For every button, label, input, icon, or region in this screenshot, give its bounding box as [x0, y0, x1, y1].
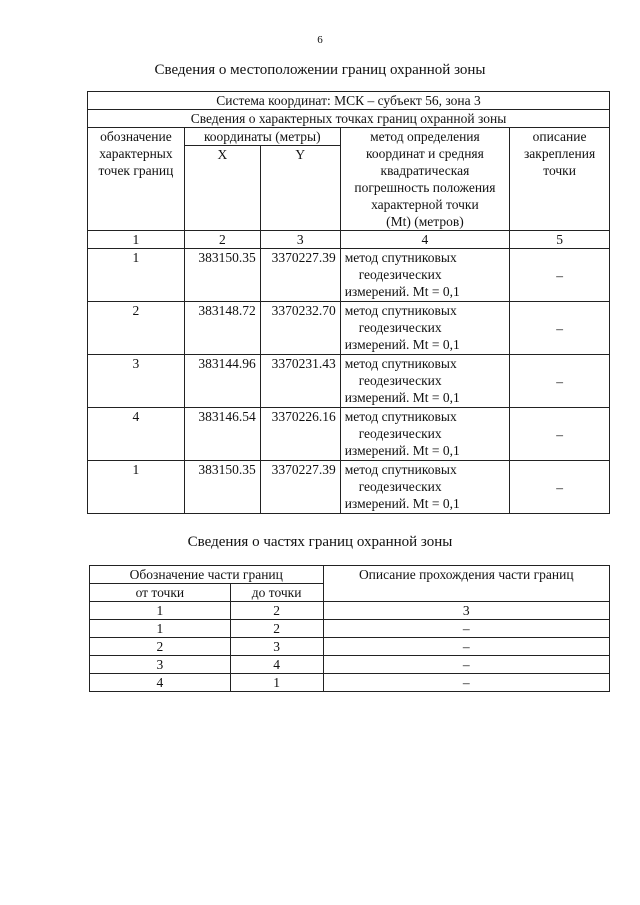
header-method: метод определения координат и средняя квадратическая погрешность положения характерной точки (Mt) (метров): [340, 128, 509, 231]
method-cell: метод спутниковых геодезических измерений. Mt = 0,1: [340, 408, 509, 461]
point-id: 2: [88, 302, 185, 355]
y-coordinate: 3370232.70: [260, 302, 340, 355]
header-to-point: до точки: [230, 584, 323, 602]
passage-description: –: [323, 656, 609, 674]
y-coordinate: 3370226.16: [260, 408, 340, 461]
to-point: 3: [230, 638, 323, 656]
fixation-description: –: [510, 302, 610, 355]
from-point: 2: [90, 638, 231, 656]
method-cell: метод спутниковых геодезических измерений. Mt = 0,1: [340, 249, 509, 302]
to-point: 1: [230, 674, 323, 692]
table-row: [90, 638, 610, 656]
column-number: 3: [323, 602, 609, 620]
method-cell: метод спутниковых геодезических измерений. Mt = 0,1: [340, 302, 509, 355]
x-coordinate: 383146.54: [184, 408, 260, 461]
point-id: 1: [88, 461, 185, 514]
column-number: 2: [230, 602, 323, 620]
to-point: 4: [230, 656, 323, 674]
coord-system-cell: Система координат: МСК – субъект 56, зона 3: [88, 92, 610, 110]
table-row: [90, 620, 610, 638]
table-row: [88, 355, 610, 408]
page-number: 6: [317, 34, 323, 46]
boundary-points-table: [87, 91, 610, 514]
boundary-parts-table: [89, 565, 610, 692]
header-description: описание закрепления точки: [510, 128, 610, 231]
table-row: [88, 249, 610, 302]
section2-title: Сведения о частях границ охранной зоны: [187, 534, 453, 550]
column-number: 5: [510, 231, 610, 249]
passage-description: –: [323, 638, 609, 656]
x-coordinate: 383148.72: [184, 302, 260, 355]
y-coordinate: 3370227.39: [260, 249, 340, 302]
y-coordinate: 3370231.43: [260, 355, 340, 408]
table-row: [88, 461, 610, 514]
from-point: 4: [90, 674, 231, 692]
table-row: [90, 656, 610, 674]
fixation-description: –: [510, 408, 610, 461]
passage-description: –: [323, 674, 609, 692]
method-cell: метод спутниковых геодезических измерений. Mt = 0,1: [340, 355, 509, 408]
column-number: 3: [260, 231, 340, 249]
y-coordinate: 3370227.39: [260, 461, 340, 514]
section1-title: Сведения о местоположении границ охранной зоны: [154, 62, 486, 78]
fixation-description: –: [510, 355, 610, 408]
method-cell: метод спутниковых геодезических измерений. Mt = 0,1: [340, 461, 509, 514]
table-row: [88, 302, 610, 355]
table-row: [90, 674, 610, 692]
x-coordinate: 383150.35: [184, 249, 260, 302]
from-point: 1: [90, 620, 231, 638]
column-number: 1: [88, 231, 185, 249]
table-row: [88, 408, 610, 461]
header-coordinates: координаты (метры): [184, 128, 340, 146]
header-x: X: [184, 146, 260, 231]
header-designation: обозначение характерных точек границ: [88, 128, 185, 231]
header-from-point: от точки: [90, 584, 231, 602]
passage-description: –: [323, 620, 609, 638]
from-point: 3: [90, 656, 231, 674]
column-number: 4: [340, 231, 509, 249]
header-part-designation: Обозначение части границ: [90, 566, 324, 584]
header-y: Y: [260, 146, 340, 231]
x-coordinate: 383150.35: [184, 461, 260, 514]
x-coordinate: 383144.96: [184, 355, 260, 408]
fixation-description: –: [510, 461, 610, 514]
point-id: 1: [88, 249, 185, 302]
point-id: 3: [88, 355, 185, 408]
table-subtitle-cell: Сведения о характерных точках границ охранной зоны: [88, 110, 610, 128]
point-id: 4: [88, 408, 185, 461]
fixation-description: –: [510, 249, 610, 302]
column-number: 1: [90, 602, 231, 620]
column-number: 2: [184, 231, 260, 249]
to-point: 2: [230, 620, 323, 638]
header-passage-description: Описание прохождения части границ: [323, 566, 609, 602]
